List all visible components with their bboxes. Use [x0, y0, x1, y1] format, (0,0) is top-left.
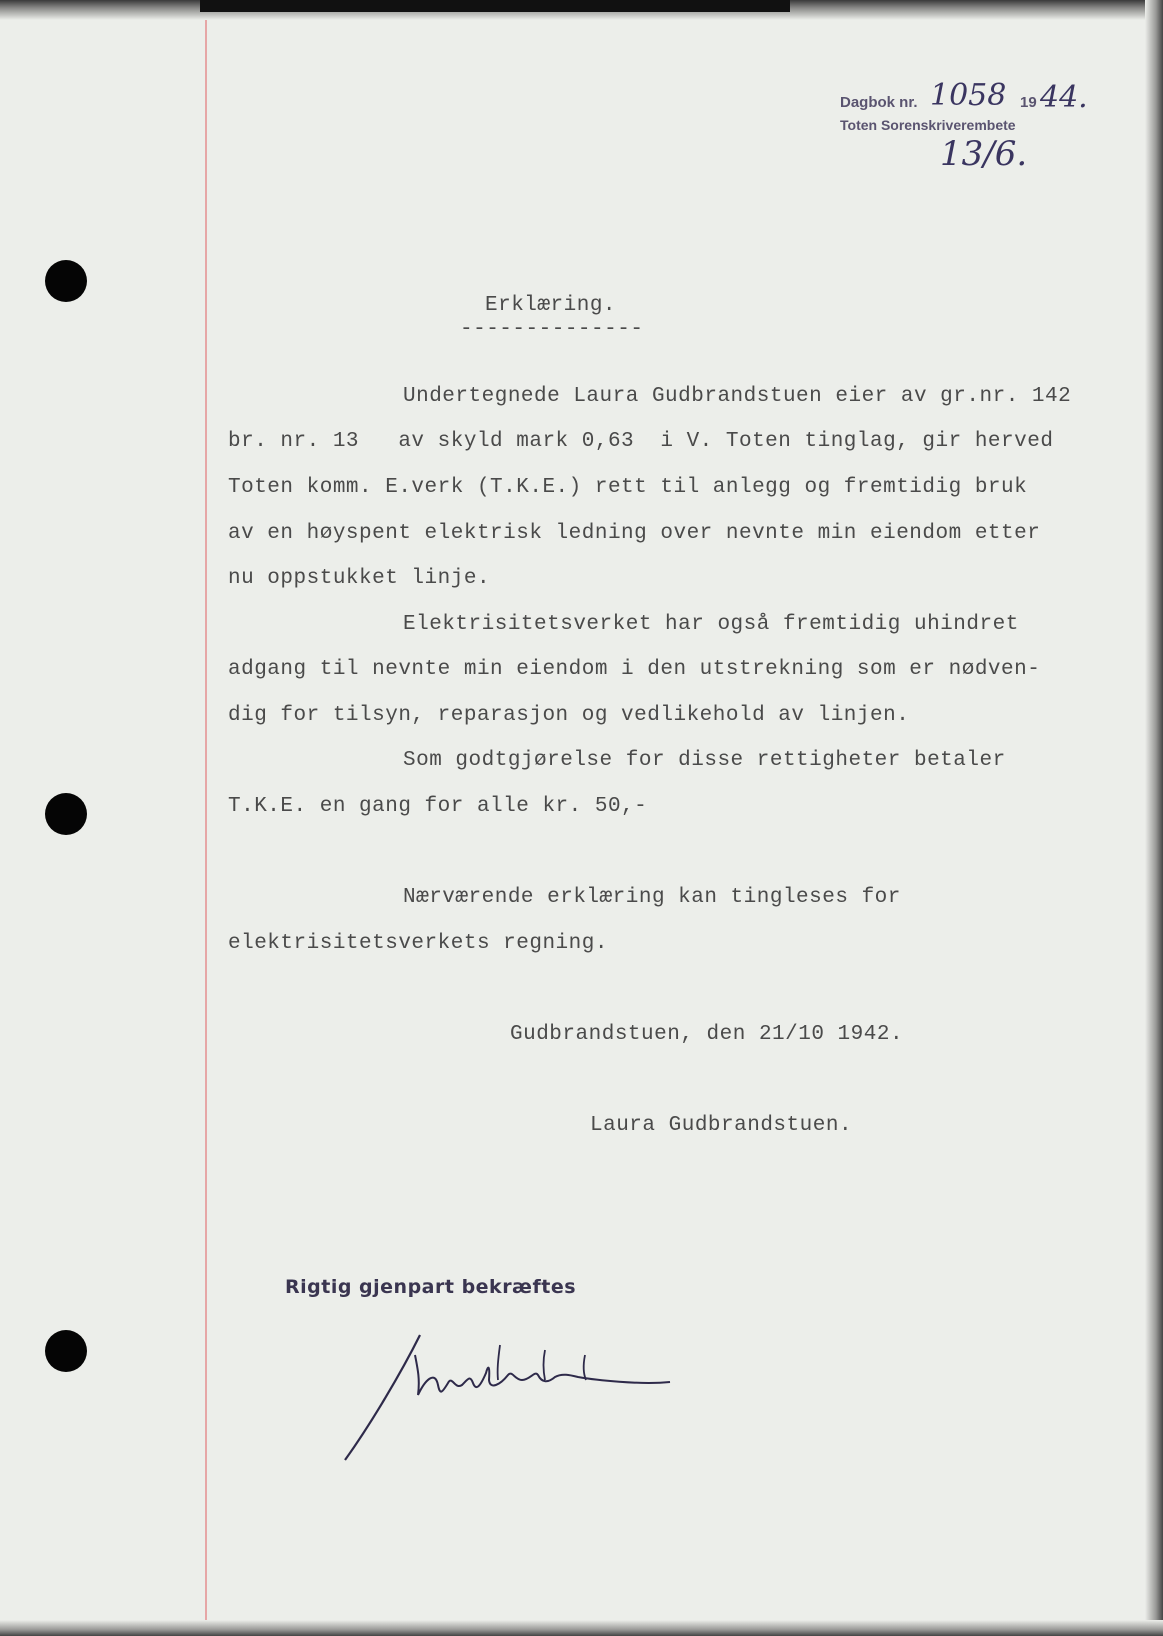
scan-bottom-edge [0, 1620, 1163, 1636]
margin-line [205, 20, 207, 1620]
document-title: Erklæring. [485, 294, 617, 317]
signature-drawing [340, 1325, 760, 1465]
body-line: br. nr. 13 av skyld mark 0,63 i V. Toten tinglag, gir herved [228, 430, 1054, 453]
scan-top-edge [0, 0, 1163, 20]
body-line: T.K.E. en gang for alle kr. 50,- [228, 795, 648, 818]
body-line: elektrisitetsverkets regning. [228, 932, 608, 955]
body-line: Elektrisitetsverket har også fremtidig uhindret [403, 613, 1019, 636]
body-line: av en høyspent elektrisk ledning over nevnte min eiendom etter [228, 522, 1041, 545]
scan-right-edge [1145, 0, 1163, 1636]
body-line: adgang til nevnte min eiendom i den utstrekning som er nødven- [228, 658, 1041, 681]
typed-signature: Laura Gudbrandstuen. [590, 1114, 853, 1137]
punch-hole [45, 793, 87, 835]
body-line: nu oppstukket linje. [228, 567, 491, 590]
title-underline: -------------- [460, 318, 644, 341]
body-line: Undertegnede Laura Gudbrandstuen eier av gr.nr. 142 [403, 385, 1072, 408]
punch-hole [45, 1330, 87, 1372]
year-prefix: 19 [1020, 94, 1037, 111]
body-line: Nærværende erklæring kan tingleses for [403, 886, 901, 909]
year-suffix: 44. [1040, 80, 1088, 115]
punch-hole [45, 260, 87, 302]
certification-stamp: Rigtig gjenpart bekræftes [285, 1276, 577, 1298]
dagbok-label: Dagbok nr. [840, 94, 918, 111]
date-handwritten: 13/6. [940, 134, 1028, 174]
body-line: dig for tilsyn, reparasjon og vedlikehold av linjen. [228, 704, 910, 727]
dagbok-number: 1058 [930, 78, 1007, 113]
place-date: Gudbrandstuen, den 21/10 1942. [510, 1023, 904, 1046]
body-line: Toten komm. E.verk (T.K.E.) rett til anlegg og fremtidig bruk [228, 476, 1028, 499]
office-stamp: Toten Sorenskriverembete [840, 117, 1016, 133]
body-line: Som godtgjørelse for disse rettigheter betaler [403, 749, 1006, 772]
